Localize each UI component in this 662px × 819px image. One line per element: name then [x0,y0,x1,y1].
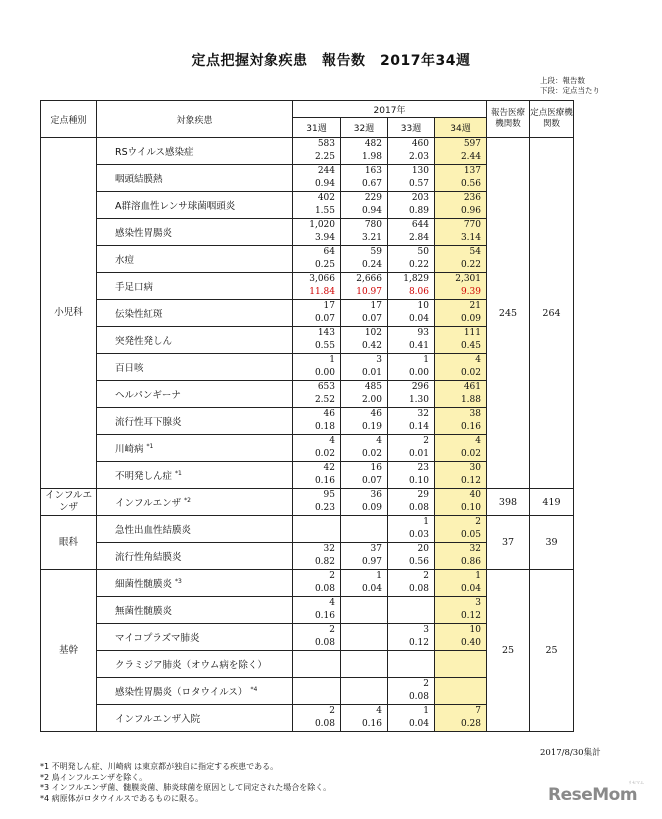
footnote-marker: *2 [184,496,191,504]
disease-label: 咽頭結膜熱 [115,174,163,185]
report-count [293,678,341,692]
report-count: 17 [341,300,388,314]
header-week: 34週 [435,118,487,138]
per-institution: 1.88 [435,394,487,408]
report-count [341,651,388,665]
report-count: 402 [293,192,341,206]
disease-label: 急性出血性結膜炎 [115,525,192,536]
per-institution: 0.04 [388,313,435,327]
report-count [388,597,435,611]
per-institution: 0.94 [293,178,341,192]
per-institution: 0.97 [341,556,388,570]
disease-name [97,543,293,570]
report-count [435,678,487,692]
per-institution [341,610,388,624]
report-count: 32 [388,408,435,422]
per-institution [341,529,388,543]
per-institution: 0.22 [388,259,435,273]
disease-label: 手足口病 [115,282,154,293]
per-institution: 0.89 [388,205,435,219]
per-institution: 0.94 [341,205,388,219]
disease-label: 川崎病 [115,444,144,455]
per-institution: 0.03 [388,529,435,543]
per-institution: 0.23 [293,502,341,516]
report-count: 50 [388,246,435,260]
report-count: 23 [388,462,435,476]
legend-lower: 下段：定点当たり [540,86,600,95]
resemom-logo-sub: リセマム [628,780,644,785]
per-institution: 0.67 [341,178,388,192]
per-institution: 0.25 [293,259,341,273]
per-institution: 3.14 [435,232,487,246]
category-cell: 小児科 [41,138,97,489]
per-institution: 1.98 [341,151,388,165]
legend-upper: 上段：報告数 [540,76,585,85]
per-institution: 0.08 [388,583,435,597]
report-count: 20 [388,543,435,557]
per-institution [293,691,341,705]
report-count: 137 [435,165,487,179]
per-institution: 0.08 [388,502,435,516]
per-institution: 0.08 [388,691,435,705]
reporting-institutions-count: 37 [487,516,530,570]
report-count [341,624,388,638]
report-count: 644 [388,219,435,233]
report-count: 16 [341,462,388,476]
report-count [388,651,435,665]
header-category: 定点種別 [41,101,97,138]
disease-name [97,327,293,354]
per-institution: 1.55 [293,205,341,219]
per-institution: 0.05 [435,529,487,543]
disease-label: インフルエンザ入院 [115,714,201,725]
report-count: 1 [388,705,435,719]
per-institution: 3.94 [293,232,341,246]
report-count [341,516,388,530]
report-count: 597 [435,138,487,152]
per-institution [388,610,435,624]
report-count: 482 [341,138,388,152]
per-institution: 0.01 [388,448,435,462]
report-count: 17 [293,300,341,314]
report-count: 4 [435,354,487,368]
report-count: 1,829 [388,273,435,287]
report-count: 29 [388,489,435,503]
report-count: 2,666 [341,273,388,287]
report-count: 229 [341,192,388,206]
report-count: 32 [435,543,487,557]
report-count: 1 [293,354,341,368]
reporting-institutions-count: 25 [487,570,530,732]
disease-name [97,408,293,435]
disease-name [97,597,293,624]
per-institution: 2.84 [388,232,435,246]
report-count: 780 [341,219,388,233]
table-row [41,138,574,152]
report-count: 2 [293,624,341,638]
per-institution: 0.41 [388,340,435,354]
per-institution: 8.06 [388,286,435,300]
report-count: 2 [293,705,341,719]
disease-label: 無菌性髄膜炎 [115,606,173,617]
per-institution: 0.02 [293,448,341,462]
disease-name [97,624,293,651]
footnote-marker: *1 [146,442,154,450]
disease-name [97,678,293,705]
disease-label: 流行性角結膜炎 [115,552,182,563]
report-count: 460 [388,138,435,152]
disease-name [97,354,293,381]
table-row [41,570,574,584]
disease-label: 細菌性髄膜炎 [115,579,173,590]
per-institution: 0.12 [388,637,435,651]
per-institution: 0.09 [435,313,487,327]
report-count: 653 [293,381,341,395]
report-count: 38 [435,408,487,422]
disease-label: 流行性耳下腺炎 [115,417,182,428]
per-institution: 1.30 [388,394,435,408]
footnote: *2 鳥インフルエンザを除く。 [40,772,148,782]
per-institution: 0.45 [435,340,487,354]
per-institution [388,664,435,678]
fixed-institutions-count: 39 [530,516,574,570]
per-institution: 0.04 [435,583,487,597]
per-institution: 9.39 [435,286,487,300]
header-fixed-institutions: 定点医療機関数 [530,101,574,138]
per-institution: 0.02 [341,448,388,462]
report-count: 2 [388,435,435,449]
report-count: 4 [341,705,388,719]
disease-name [97,192,293,219]
report-count [293,651,341,665]
report-count: 163 [341,165,388,179]
per-institution: 2.25 [293,151,341,165]
per-institution: 3.21 [341,232,388,246]
report-count: 203 [388,192,435,206]
per-institution: 0.42 [341,340,388,354]
per-institution [293,529,341,543]
per-institution: 0.00 [388,367,435,381]
report-count: 2 [293,570,341,584]
per-institution: 0.14 [388,421,435,435]
report-count: 21 [435,300,487,314]
disease-label: 感染性胃腸炎（ロタウイルス） [115,687,248,698]
report-count [341,678,388,692]
per-institution: 0.10 [388,475,435,489]
disease-name [97,219,293,246]
per-institution: 11.84 [293,286,341,300]
category-cell: 眼科 [41,516,97,570]
disease-label: A群溶血性レンサ球菌咽頭炎 [115,201,236,212]
report-count: 3 [341,354,388,368]
table-row [41,516,574,530]
report-count: 40 [435,489,487,503]
per-institution: 2.00 [341,394,388,408]
disease-name [97,138,293,165]
report-count: 143 [293,327,341,341]
disease-name [97,435,293,462]
category-cell: インフルエンザ [41,489,97,516]
report-count: 1 [388,354,435,368]
disease-label: ヘルパンギーナ [115,390,181,401]
per-institution: 0.40 [435,637,487,651]
footnotes [40,762,331,804]
report-count: 46 [293,408,341,422]
per-institution: 0.16 [341,718,388,732]
report-count: 2 [388,678,435,692]
per-institution: 0.56 [388,556,435,570]
disease-label: RSウイルス感染症 [115,147,194,158]
report-count: 64 [293,246,341,260]
report-count: 3,066 [293,273,341,287]
report-count: 770 [435,219,487,233]
per-institution: 0.01 [341,367,388,381]
per-institution: 0.08 [293,718,341,732]
per-institution: 0.10 [435,502,487,516]
report-count: 46 [341,408,388,422]
report-count: 1 [388,516,435,530]
per-institution: 0.19 [341,421,388,435]
report-count: 10 [435,624,487,638]
per-institution: 0.16 [435,421,487,435]
disease-name [97,165,293,192]
per-institution: 0.12 [435,610,487,624]
per-institution: 0.16 [293,475,341,489]
per-institution: 0.02 [435,367,487,381]
report-count: 3 [388,624,435,638]
per-institution: 0.02 [435,448,487,462]
disease-label: 水痘 [115,255,135,266]
header-year: 2017年 [293,101,487,118]
report-count: 244 [293,165,341,179]
fixed-institutions-count: 419 [530,489,574,516]
disease-name [97,651,293,678]
report-count: 485 [341,381,388,395]
disease-name [97,489,293,516]
page-title: 定点把握対象疾患 報告数 2017年34週 [191,53,471,69]
per-institution: 0.16 [293,610,341,624]
report-count: 1 [435,570,487,584]
disease-label: 突発性発しん [115,336,173,347]
per-institution: 0.07 [341,475,388,489]
per-institution: 2.52 [293,394,341,408]
report-count: 1 [341,570,388,584]
per-institution [293,664,341,678]
report-count: 2 [388,570,435,584]
disease-label: 伝染性紅斑 [115,309,163,320]
per-institution: 0.08 [293,583,341,597]
per-institution: 2.44 [435,151,487,165]
tally-date: 2017/8/30集計 [540,748,601,758]
per-institution: 0.00 [293,367,341,381]
report-count: 2,301 [435,273,487,287]
per-institution [435,664,487,678]
per-institution: 0.07 [341,313,388,327]
report-count [435,651,487,665]
per-institution: 0.82 [293,556,341,570]
disease-name [97,705,293,732]
footnote-marker: *3 [175,577,182,585]
report-count: 2 [435,516,487,530]
footnote: *3 インフルエンザ菌、髄膜炎菌、肺炎球菌を原因として同定された場合を除く。 [40,783,332,792]
footnote-marker: *4 [250,685,258,693]
resemom-logo: ReseMom [548,785,638,805]
per-institution: 0.24 [341,259,388,273]
disease-name [97,570,293,597]
per-institution: 0.04 [388,718,435,732]
per-institution [435,691,487,705]
disease-label: クラミジア肺炎（オウム病を除く） [115,660,267,671]
per-institution: 2.03 [388,151,435,165]
header-report-institutions: 報告医療機関数 [487,101,530,138]
report-count: 42 [293,462,341,476]
report-count: 130 [388,165,435,179]
header-week: 33週 [388,118,435,138]
footnote: *4 病原体がロタウイルスであるものに限る。 [40,793,204,803]
reporting-institutions-count: 398 [487,489,530,516]
disease-name [97,246,293,273]
per-institution: 0.18 [293,421,341,435]
per-institution [341,691,388,705]
report-count: 4 [341,435,388,449]
per-institution: 0.08 [293,637,341,651]
report-count: 59 [341,246,388,260]
per-institution: 0.09 [341,502,388,516]
header-disease: 対象疾患 [97,101,293,138]
report-count: 461 [435,381,487,395]
fixed-institutions-count: 25 [530,570,574,732]
disease-label: インフルエンザ [115,498,182,509]
header-week: 31週 [293,118,341,138]
disease-label: 百日咳 [115,363,144,374]
report-count: 4 [435,435,487,449]
report-count: 93 [388,327,435,341]
footnote-marker: *1 [175,469,182,477]
table-row [41,489,574,503]
report-count: 111 [435,327,487,341]
report-count: 7 [435,705,487,719]
per-institution: 0.12 [435,475,487,489]
disease-name [97,462,293,489]
per-institution: 0.28 [435,718,487,732]
disease-label: 感染性胃腸炎 [115,228,173,239]
reporting-institutions-count: 245 [487,138,530,489]
disease-name [97,516,293,543]
disease-report-table [40,100,574,732]
disease-label: 不明発しん症 [115,471,173,482]
legend [540,76,600,96]
per-institution: 0.86 [435,556,487,570]
report-count: 10 [388,300,435,314]
fixed-institutions-count: 264 [530,138,574,489]
disease-name [97,273,293,300]
category-cell: 基幹 [41,570,97,732]
per-institution: 0.57 [388,178,435,192]
per-institution: 0.55 [293,340,341,354]
footnote: *1 不明発しん症、川崎病 は東京都が独自に指定する疾患である。 [40,762,279,771]
per-institution: 0.22 [435,259,487,273]
report-count [293,516,341,530]
per-institution: 10.97 [341,286,388,300]
per-institution [341,664,388,678]
report-count: 4 [293,597,341,611]
per-institution: 0.04 [341,583,388,597]
report-count: 36 [341,489,388,503]
per-institution: 0.07 [293,313,341,327]
report-count: 236 [435,192,487,206]
per-institution: 0.96 [435,205,487,219]
header-week: 32週 [341,118,388,138]
disease-name [97,300,293,327]
report-count: 32 [293,543,341,557]
report-count: 102 [341,327,388,341]
report-count: 95 [293,489,341,503]
report-count: 3 [435,597,487,611]
report-count: 30 [435,462,487,476]
disease-name [97,381,293,408]
report-count: 1,020 [293,219,341,233]
report-count: 296 [388,381,435,395]
report-count [341,597,388,611]
report-count: 54 [435,246,487,260]
report-count: 4 [293,435,341,449]
per-institution [341,637,388,651]
report-count: 583 [293,138,341,152]
report-count: 37 [341,543,388,557]
per-institution: 0.56 [435,178,487,192]
disease-label: マイコプラズマ肺炎 [115,633,200,644]
